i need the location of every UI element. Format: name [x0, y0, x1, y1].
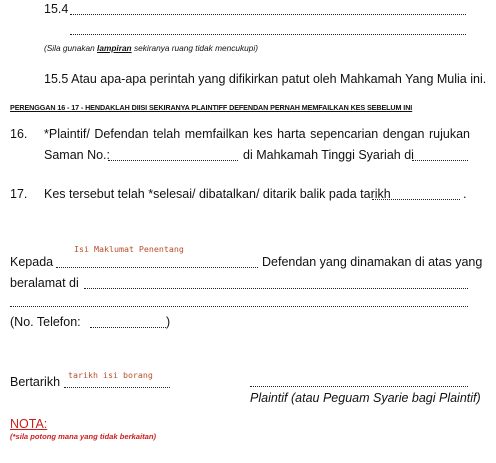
address-field-line-2[interactable] [10, 306, 468, 307]
attachment-link: lampiran [97, 43, 132, 53]
signature-line[interactable] [250, 386, 468, 387]
item-17-end: . [463, 187, 467, 201]
signatory-caption: Plaintif (atau Peguam Syarie bagi Plaintif) [250, 391, 481, 405]
item-17-text: Kes tersebut telah *selesai/ dibatalkan/ ditarik balik pada tarikh [44, 187, 391, 201]
address-label: beralamat di [10, 276, 79, 290]
phone-field[interactable] [90, 327, 166, 328]
section-heading-16-17: PERENGGAN 16 - 17 - HENDAKLAH DIISI SEKIRANYA PLAINTIFF DEFENDAN PERNAH MEMFAILKAN KES SEBELUM INI [10, 103, 413, 112]
item-16-line-1: *Plaintif/ Defendan telah memfailkan kes harta sepencarian dengan rujukan [44, 127, 470, 141]
phone-close: ) [166, 315, 171, 329]
address-field-line-1[interactable] [84, 288, 468, 289]
phone-label: (No. Telefon: [10, 315, 81, 329]
summons-number-field[interactable] [108, 160, 238, 161]
recipient-fill-hint: Isi Maklumat Penentang [74, 244, 184, 254]
item-16-summons-label: Saman No.: [44, 148, 111, 162]
recipient-label: Kepada [10, 255, 54, 269]
attachment-note [44, 43, 258, 53]
item-15-5: 15.5 Atau apa-apa perintah yang difikirkan patut oleh Mahkamah Yang Mulia ini. [44, 72, 487, 86]
date-label: Bertarikh [10, 375, 61, 389]
attachment-note-post: sekiranya ruang tidak mencukupi) [131, 43, 259, 53]
court-location-field[interactable] [412, 160, 468, 161]
item-17-number: 17. [10, 187, 28, 201]
case-date-field[interactable] [372, 199, 460, 200]
date-fill-hint: tarikh isi borang [68, 370, 153, 380]
date-field[interactable] [64, 387, 170, 388]
recipient-description: Defendan yang dinamakan di atas yang [262, 255, 483, 269]
attachment-note-pre: (Sila gunakan [44, 43, 98, 53]
note-text: (*sila potong mana yang tidak berkaitan) [10, 432, 156, 441]
item-16-court-label: di Mahkamah Tinggi Syariah di [243, 148, 414, 162]
recipient-name-field[interactable] [56, 267, 258, 268]
note-title: NOTA: [10, 417, 48, 431]
item-15-4-line-2[interactable] [70, 34, 466, 35]
item-16-number: 16. [10, 127, 28, 141]
item-15-4-number: 15.4 [44, 2, 69, 16]
item-15-4-line-1[interactable] [70, 14, 466, 15]
